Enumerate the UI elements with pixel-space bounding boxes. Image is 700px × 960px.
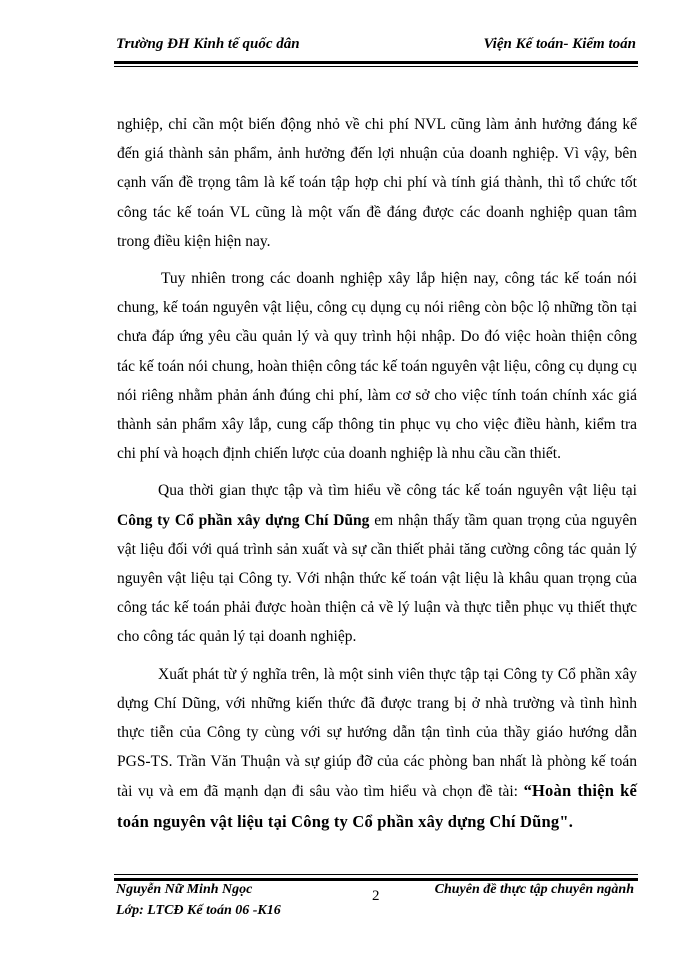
page-footer [116,882,636,926]
paragraph-4 [117,660,637,837]
company-name: Công ty Cổ phần xây dựng Chí Dũng [117,511,370,529]
document-body [117,110,637,845]
footer-class: Lớp: LTCĐ Kế toán 06 -K16 [116,903,281,918]
header-rule-thick [114,61,638,64]
header-school: Trường ĐH Kinh tế quốc dân [116,36,300,52]
page-number: 2 [372,888,380,904]
paragraph-2: Tuy nhiên trong các doanh nghiệp xây lắp hiện nay, công tác kế toán nói chung, kế toán nguyên vật liệu, công cụ dụng cụ nói riêng còn bộc lộ những tồn tại chưa đáp ứng yêu cầu quản lý và quy trình hội nhập. Do đó việc hoàn thiện công tác kế toán nói chung, hoàn thiện công tác kế toán nguyên vật liệu, công cụ dụng cụ nói riêng nhằm phản ánh đúng chi phí, làm cơ sở cho việc tính toán chính xác giá thành sản phẩm xây lắp, cung cấp thông tin phục vụ cho việc điều hành, kiểm tra chi phí và hoạch định chiến lược của doanh nghiệp là nhu cầu cần thiết. [117,270,637,463]
footer-rule-thin [114,874,638,875]
footer-author: Nguyễn Nữ Minh Ngọc [116,882,253,897]
paragraph-4-text: Xuất phát từ ý nghĩa trên, là một sinh viên thực tập tại Công ty Cổ phần xây dựng Chí Dũng, với những kiến thức đã được trang bị ở nhà trường và tình hình thực tiễn của Công ty cùng với sự hướng dẫn tận tình của thầy giáo hướng dẫn PGS-TS. Trần Văn Thuận và sự giúp đỡ của các phòng ban nhất là phòng kế toán tài vụ và em đã mạnh dạn đi sâu vào tìm hiểu và chọn đề tài: [117,665,637,801]
thesis-topic: “Hoàn thiện kế toán nguyên vật liệu tại Công ty Cổ phần xây dựng Chí Dũng". [117,781,637,831]
footer-report-type: Chuyên đề thực tập chuyên ngành [434,882,634,897]
paragraph-3-text-a: Qua thời gian thực tập và tìm hiểu về công tác kế toán nguyên vật liệu tại [158,482,637,500]
paragraph-3-text-b: em nhận thấy tầm quan trọng của nguyên vật liệu đối với quá trình sản xuất và sự cần thiết phải tăng cường công tác quản lý nguyên vật liệu tại Công ty. Với nhận thức kế toán vật liệu là khâu quan trọng của công tác kế toán phải được hoàn thiện cả về lý luận và thực tiễn phục vụ thiết thực cho công tác quản lý tại doanh nghiệp. [117,511,637,646]
header-rule-thin [114,66,638,67]
paragraph-3 [117,476,637,651]
footer-rule-thick [114,878,638,881]
header-institute: Viện Kế toán- Kiểm toán [483,36,636,52]
page-header [116,36,636,58]
paragraph-1: nghiệp, chỉ cần một biến động nhỏ về chi phí NVL cũng làm ảnh hưởng đáng kể đến giá thành sản phẩm, ảnh hưởng đến lợi nhuận của doanh nghiệp. Vì vậy, bên cạnh vấn đề trọng tâm là kế toán tập hợp chi phí và tính giá thành, thì tổ chức tốt công tác kế toán VL cũng là một vấn đề đáng được các doanh nghiệp quan tâm trong điều kiện hiện nay. [117,116,637,250]
